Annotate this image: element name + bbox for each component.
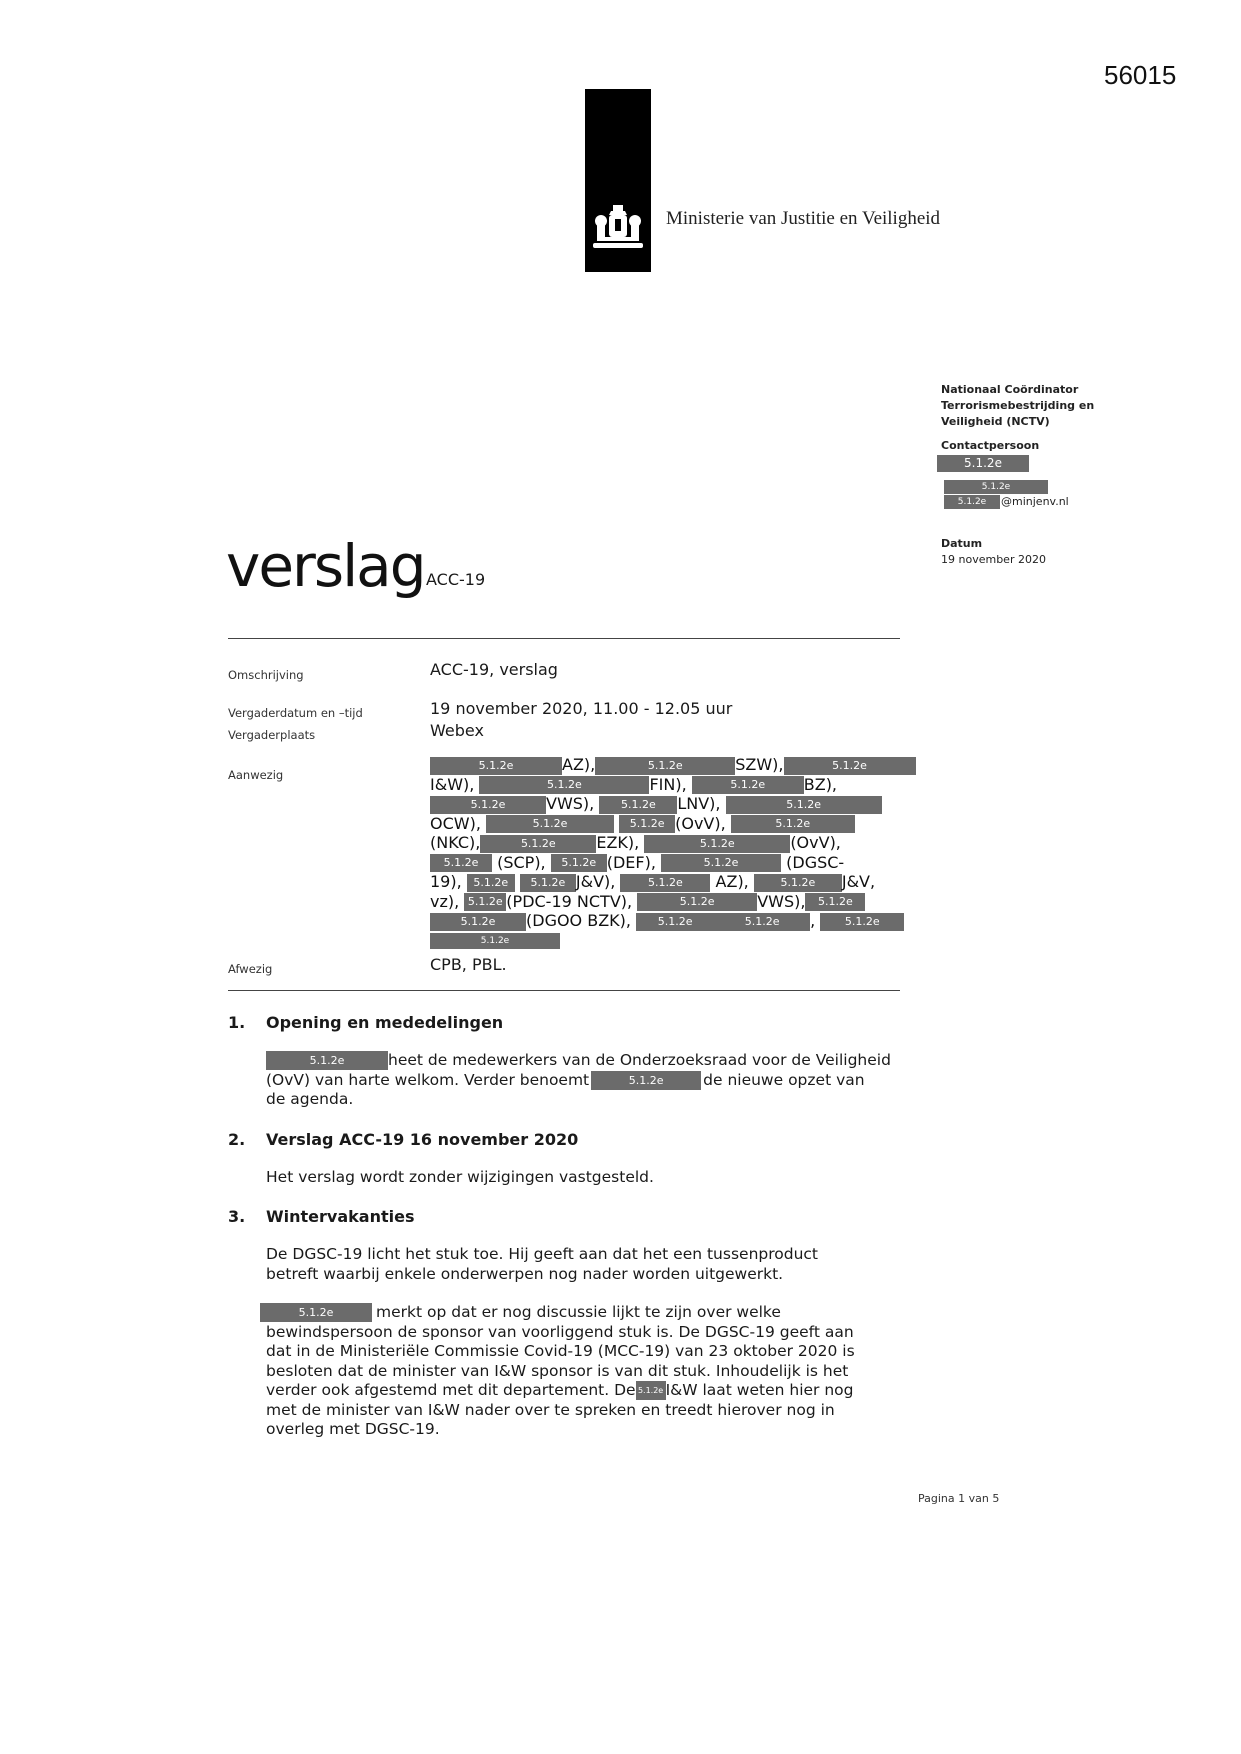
paragraph-text: I&W laat weten hier nog bbox=[665, 1381, 854, 1399]
paragraph-text: (OvV) van harte welkom. Verder benoemt bbox=[266, 1070, 590, 1089]
redaction-block: 5.1.2e bbox=[692, 776, 804, 794]
sidebar-date-label: Datum bbox=[941, 537, 983, 550]
paragraph-text: dat in de Ministeriële Commissie Covid-19 (MCC-19) van 23 oktober 2020 is bbox=[266, 1342, 855, 1360]
attendee-text: 19), bbox=[430, 872, 462, 891]
attendee-text: FIN), bbox=[649, 774, 687, 794]
attendee-text: EZK), bbox=[596, 833, 640, 852]
attendee-text: (OvV), bbox=[675, 813, 726, 833]
redaction-block: 5.1.2e bbox=[731, 815, 855, 833]
divider bbox=[228, 990, 900, 991]
redaction-block: 5.1.2e bbox=[619, 815, 675, 833]
redaction-block: 5.1.2e bbox=[944, 495, 1000, 509]
redaction-block: 5.1.2e bbox=[464, 893, 506, 911]
vergaderdatum-label: Vergaderdatum en –tijd bbox=[228, 706, 363, 720]
section-paragraph bbox=[266, 1051, 906, 1110]
section-title: Verslag ACC-19 16 november 2020 bbox=[266, 1130, 579, 1149]
omschrijving-value: ACC-19, verslag bbox=[430, 660, 558, 679]
redaction-block: 5.1.2e bbox=[266, 1051, 388, 1070]
section-number: 3. bbox=[228, 1207, 246, 1226]
vergaderplaats-value: Webex bbox=[430, 721, 484, 740]
document-number: 56015 bbox=[1104, 60, 1177, 90]
redaction-block: 5.1.2e bbox=[661, 854, 781, 872]
attendee-text: J&V, bbox=[841, 872, 876, 891]
attendee-text: LNV), bbox=[677, 794, 721, 813]
section-heading bbox=[228, 1207, 414, 1226]
redaction-block: 5.1.2e bbox=[944, 480, 1048, 494]
ministry-name: Ministerie van Justitie en Veiligheid bbox=[666, 208, 941, 229]
attendee-text: VWS), bbox=[546, 794, 595, 813]
redaction-block: 5.1.2e bbox=[937, 455, 1029, 472]
vergaderdatum-value: 19 november 2020, 11.00 - 12.05 uur bbox=[430, 699, 733, 718]
redaction-block: 5.1.2e bbox=[805, 893, 865, 911]
afwezig-value: CPB, PBL. bbox=[430, 955, 507, 974]
section-title: Opening en mededelingen bbox=[266, 1013, 504, 1032]
redaction-block: 5.1.2e bbox=[637, 893, 757, 911]
redaction-block: 5.1.2e bbox=[430, 757, 562, 775]
attendee-text: (DGOO BZK), bbox=[526, 911, 631, 930]
sidebar-email-suffix[interactable]: @minjenv.nl bbox=[1001, 495, 1069, 508]
attendee-text: (DEF), bbox=[606, 852, 656, 872]
divider bbox=[228, 638, 900, 639]
redaction-block: 5.1.2e bbox=[644, 835, 790, 853]
redaction-block: 5.1.2e bbox=[480, 835, 596, 853]
aanwezig-label: Aanwezig bbox=[228, 768, 284, 782]
redaction-block: 5.1.2e bbox=[467, 874, 515, 892]
attendee-text: (PDC-19 NCTV), bbox=[506, 891, 633, 911]
sidebar-contact-label: Contactpersoon bbox=[941, 439, 1040, 452]
paragraph-text: met de minister van I&W nader over te spreken en treedt hierover nog in bbox=[266, 1400, 835, 1419]
attendee-text: , bbox=[810, 911, 816, 930]
redaction-block: 5.1.2e bbox=[430, 933, 560, 949]
paragraph-text: de agenda. bbox=[266, 1090, 354, 1108]
redaction-block: 5.1.2e bbox=[479, 776, 649, 794]
redaction-block: 5.1.2e bbox=[595, 757, 735, 775]
redaction-block: 5.1.2e bbox=[784, 757, 916, 775]
attendee-list bbox=[430, 755, 920, 950]
attendee-text: AZ), bbox=[562, 755, 596, 774]
redaction-block: 5.1.2e bbox=[430, 796, 546, 814]
redaction-block: 5.1.2e bbox=[430, 854, 492, 872]
section-number: 1. bbox=[228, 1013, 246, 1032]
attendee-text: I&W), bbox=[430, 774, 475, 794]
section-title: Wintervakanties bbox=[266, 1207, 415, 1226]
redaction-block: 5.1.2e bbox=[620, 874, 710, 892]
royal-crest-icon bbox=[589, 201, 647, 255]
redaction-block: 5.1.2e bbox=[636, 1381, 666, 1400]
omschrijving-label: Omschrijving bbox=[228, 668, 304, 682]
redaction-block: 5.1.2e bbox=[430, 913, 526, 931]
sidebar-org-line2: Terrorismebestrijding en bbox=[941, 399, 1095, 412]
paragraph-text: de nieuwe opzet van bbox=[703, 1070, 865, 1089]
document-subtitle: ACC-19 bbox=[426, 570, 486, 589]
paragraph-text: verder ook afgestemd met dit departement. De bbox=[266, 1381, 636, 1399]
redaction-block: 5.1.2e bbox=[714, 913, 810, 931]
sidebar-org-line1: Nationaal Coördinator bbox=[941, 383, 1079, 396]
redaction-block: 5.1.2e bbox=[520, 874, 576, 892]
redaction-block: 5.1.2e bbox=[260, 1303, 372, 1322]
attendee-text: BZ), bbox=[803, 774, 838, 794]
redaction-block: 5.1.2e bbox=[754, 874, 842, 892]
attendee-text: (NKC), bbox=[430, 833, 481, 852]
section-paragraph bbox=[266, 1303, 906, 1440]
redaction-block: 5.1.2e bbox=[636, 913, 714, 931]
section-heading bbox=[228, 1013, 503, 1032]
paragraph-text: bewindspersoon de sponsor van voorliggend stuk is. De DGSC-19 geeft aan bbox=[266, 1322, 854, 1341]
afwezig-label: Afwezig bbox=[228, 962, 273, 976]
attendee-text: AZ), bbox=[715, 872, 749, 891]
attendee-text: OCW), bbox=[430, 813, 481, 833]
redaction-block: 5.1.2e bbox=[486, 815, 614, 833]
section-paragraph bbox=[266, 1245, 906, 1284]
page-number: Pagina 1 van 5 bbox=[918, 1492, 1000, 1505]
redaction-block: 5.1.2e bbox=[551, 854, 607, 872]
vergaderplaats-label: Vergaderplaats bbox=[228, 728, 316, 742]
attendee-text: (SCP), bbox=[497, 852, 546, 872]
document-title: verslag bbox=[226, 532, 425, 600]
attendee-text: vz), bbox=[430, 891, 460, 911]
paragraph-text: betreft waarbij enkele onderwerpen nog nader worden uitgewerkt. bbox=[266, 1264, 784, 1283]
paragraph-text: heet de medewerkers van de Onderzoeksraad voor de Veiligheid bbox=[388, 1051, 891, 1069]
section-paragraph: Het verslag wordt zonder wijzigingen vastgesteld. bbox=[266, 1168, 654, 1186]
section-heading bbox=[228, 1130, 578, 1149]
redaction-block: 5.1.2e bbox=[726, 796, 882, 814]
sidebar-org-line3: Veiligheid (NCTV) bbox=[941, 415, 1050, 428]
section-number: 2. bbox=[228, 1130, 246, 1149]
paragraph-text: De DGSC-19 licht het stuk toe. Hij geeft aan dat het een tussenproduct bbox=[266, 1245, 819, 1263]
ministry-logo-bar bbox=[585, 89, 651, 272]
paragraph-text: besloten dat de minister van I&W sponsor is van dit stuk. Inhoudelijk is het bbox=[266, 1361, 849, 1380]
paragraph-text: merkt op dat er nog discussie lijkt te zijn over welke bbox=[376, 1303, 781, 1321]
attendee-text: VWS), bbox=[757, 891, 806, 911]
sidebar-date-value: 19 november 2020 bbox=[941, 553, 1046, 566]
paragraph-text: overleg met DGSC-19. bbox=[266, 1420, 440, 1438]
redaction-block: 5.1.2e bbox=[591, 1071, 701, 1090]
attendee-text: (OvV), bbox=[790, 833, 841, 852]
attendee-text: SZW), bbox=[735, 755, 784, 774]
attendee-text: J&V), bbox=[575, 872, 616, 891]
attendee-text: (DGSC- bbox=[786, 852, 845, 872]
redaction-block: 5.1.2e bbox=[599, 796, 677, 814]
redaction-block: 5.1.2e bbox=[820, 913, 904, 931]
